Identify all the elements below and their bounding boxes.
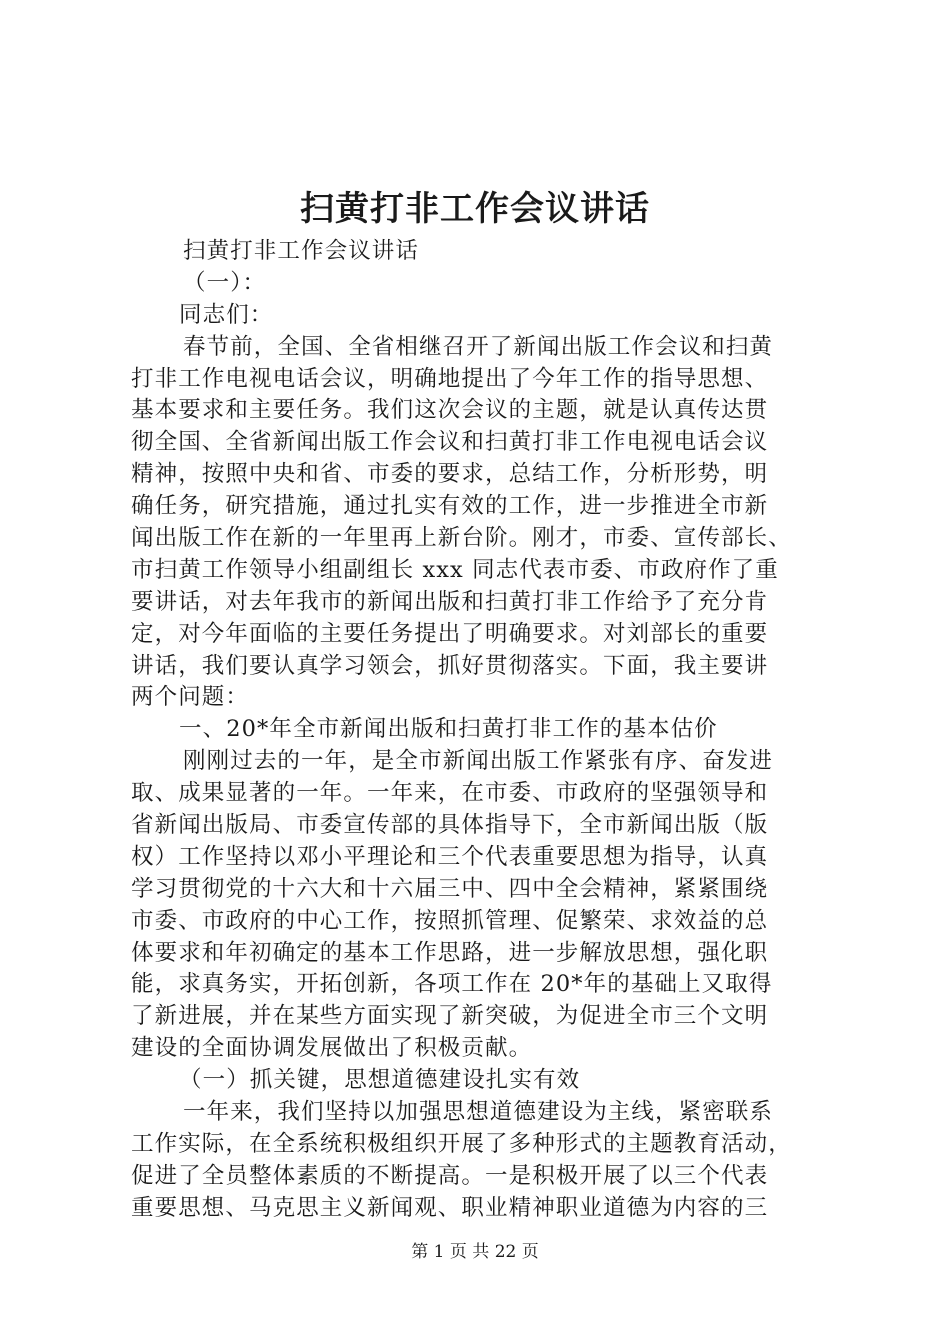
text-line: 基本要求和主要任务。我们这次会议的主题，就是认真传达贯 xyxy=(131,397,769,424)
text-line: 能，求真务实，开拓创新，各项工作在 20*年的基础上又取得 xyxy=(131,971,773,998)
text-line: 权）工作坚持以邓小平理论和三个代表重要思想为指导，认真 xyxy=(131,843,769,870)
section-heading: 一、20*年全市新闻出版和扫黄打非工作的基本估价 xyxy=(179,716,718,743)
text-line: 闻出版工作在新的一年里再上新台阶。刚才，市委、宣传部长、 xyxy=(131,525,792,552)
document-title: 扫黄打非工作会议讲话 xyxy=(300,189,650,229)
text-line: 省新闻出版局、市委宣传部的具体指导下，全市新闻出版（版 xyxy=(131,812,769,839)
text-line: 市扫黄工作领导小组副组长 xxx 同志代表市委、市政府作了重 xyxy=(131,556,779,583)
text-line: 取、成果显著的一年。一年来，在市委、市政府的坚强领导和 xyxy=(131,780,769,807)
text-line: 了新进展，并在某些方面实现了新突破，为促进全市三个文明 xyxy=(131,1003,769,1030)
text-line: 学习贯彻党的十六大和十六届三中、四中全会精神，紧紧围绕 xyxy=(131,875,769,902)
text-line: 要讲话，对去年我市的新闻出版和扫黄打非工作给予了充分肯 xyxy=(131,588,769,615)
text-line: 促进了全员整体素质的不断提高。一是积极开展了以三个代表 xyxy=(131,1162,769,1189)
text-line: （一）： xyxy=(183,269,267,296)
text-line: 精神，按照中央和省、市委的要求，总结工作，分析形势，明 xyxy=(131,461,769,488)
section-heading: （一）抓关键，思想道德建设扎实有效 xyxy=(179,1067,581,1094)
text-line: 体要求和年初确定的基本工作思路，进一步解放思想，强化职 xyxy=(131,939,769,966)
page-footer: 第 1 页 共 22 页 xyxy=(411,1242,539,1262)
text-line: 工作实际，在全系统积极组织开展了多种形式的主题教育活动， xyxy=(131,1130,792,1157)
text-line: 重要思想、马克思主义新闻观、职业精神职业道德为内容的三 xyxy=(131,1194,769,1221)
text-line: 讲话，我们要认真学习领会，抓好贯彻落实。下面，我主要讲 xyxy=(131,652,769,679)
text-line: 扫黄打非工作会议讲话 xyxy=(183,238,420,264)
text-line: 市委、市政府的中心工作，按照抓管理、促繁荣、求效益的总 xyxy=(131,907,769,934)
text-line: 定，对今年面临的主要任务提出了明确要求。对刘部长的重要 xyxy=(131,620,769,647)
document-body xyxy=(131,236,831,1225)
text-line: 春节前，全国、全省相继召开了新闻出版工作会议和扫黄 xyxy=(183,333,774,360)
text-line: 刚刚过去的一年，是全市新闻出版工作紧张有序、奋发进 xyxy=(183,748,774,775)
text-line: 建设的全面协调发展做出了积极贡献。 xyxy=(131,1035,533,1062)
text-line: 确任务，研究措施，通过扎实有效的工作，进一步推进全市新 xyxy=(131,493,769,520)
text-line: 一年来，我们坚持以加强思想道德建设为主线，紧密联系 xyxy=(183,1099,774,1126)
text-line: 彻全国、全省新闻出版工作会议和扫黄打非工作电视电话会议 xyxy=(131,429,769,456)
text-line: 打非工作电视电话会议，明确地提出了今年工作的指导思想、 xyxy=(131,365,769,392)
text-line: 两个问题： xyxy=(131,684,250,711)
text-line: 同志们： xyxy=(179,301,274,328)
